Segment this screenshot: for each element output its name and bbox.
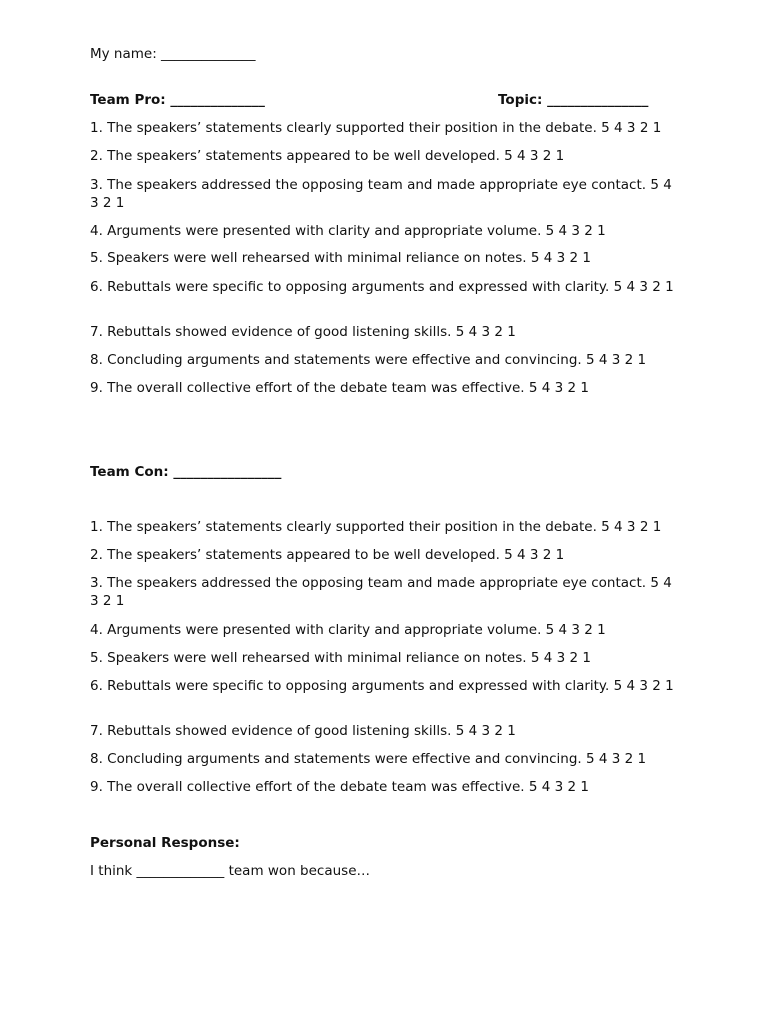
- pro-item-5: 5. Speakers were well rehearsed with minimal reliance on notes. 5 4 3 2 1: [90, 250, 591, 266]
- team-con-heading: Team Con: ________________: [90, 464, 282, 480]
- topic-heading: Topic: _______________: [498, 92, 649, 108]
- con-item-3: 3. The speakers addressed the opposing team and made appropriate eye contact. 5 4 3 2 1: [90, 575, 672, 609]
- con-item-9: 9. The overall collective effort of the debate team was effective. 5 4 3 2 1: [90, 779, 589, 795]
- pro-item-4: 4. Arguments were presented with clarity and appropriate volume. 5 4 3 2 1: [90, 223, 606, 239]
- pro-item-6: 6. Rebuttals were specific to opposing arguments and expressed with clarity. 5 4 3 2 1: [90, 279, 674, 295]
- pro-item-3: 3. The speakers addressed the opposing team and made appropriate eye contact. 5 4 3 2 1: [90, 177, 672, 211]
- pro-item-9: 9. The overall collective effort of the debate team was effective. 5 4 3 2 1: [90, 380, 589, 396]
- pro-item-1: 1. The speakers’ statements clearly supported their position in the debate. 5 4 3 2 1: [90, 120, 662, 136]
- con-item-8: 8. Concluding arguments and statements were effective and convincing. 5 4 3 2 1: [90, 751, 647, 767]
- pro-item-7: 7. Rebuttals showed evidence of good listening skills. 5 4 3 2 1: [90, 324, 516, 340]
- con-item-2: 2. The speakers’ statements appeared to be well developed. 5 4 3 2 1: [90, 547, 565, 563]
- con-item-4: 4. Arguments were presented with clarity and appropriate volume. 5 4 3 2 1: [90, 622, 606, 638]
- con-item-1: 1. The speakers’ statements clearly supported their position in the debate. 5 4 3 2 1: [90, 519, 662, 535]
- my-name-line: My name: ______________: [90, 46, 256, 62]
- con-item-5: 5. Speakers were well rehearsed with minimal reliance on notes. 5 4 3 2 1: [90, 650, 591, 666]
- pro-item-8: 8. Concluding arguments and statements were effective and convincing. 5 4 3 2 1: [90, 352, 647, 368]
- con-item-7: 7. Rebuttals showed evidence of good listening skills. 5 4 3 2 1: [90, 723, 516, 739]
- team-pro-heading: Team Pro: ______________: [90, 92, 265, 108]
- pro-item-2: 2. The speakers’ statements appeared to be well developed. 5 4 3 2 1: [90, 148, 565, 164]
- personal-response-prompt: I think _____________ team won because…: [90, 863, 371, 879]
- personal-response-heading: Personal Response:: [90, 835, 240, 851]
- con-item-6: 6. Rebuttals were specific to opposing arguments and expressed with clarity. 5 4 3 2 1: [90, 678, 674, 694]
